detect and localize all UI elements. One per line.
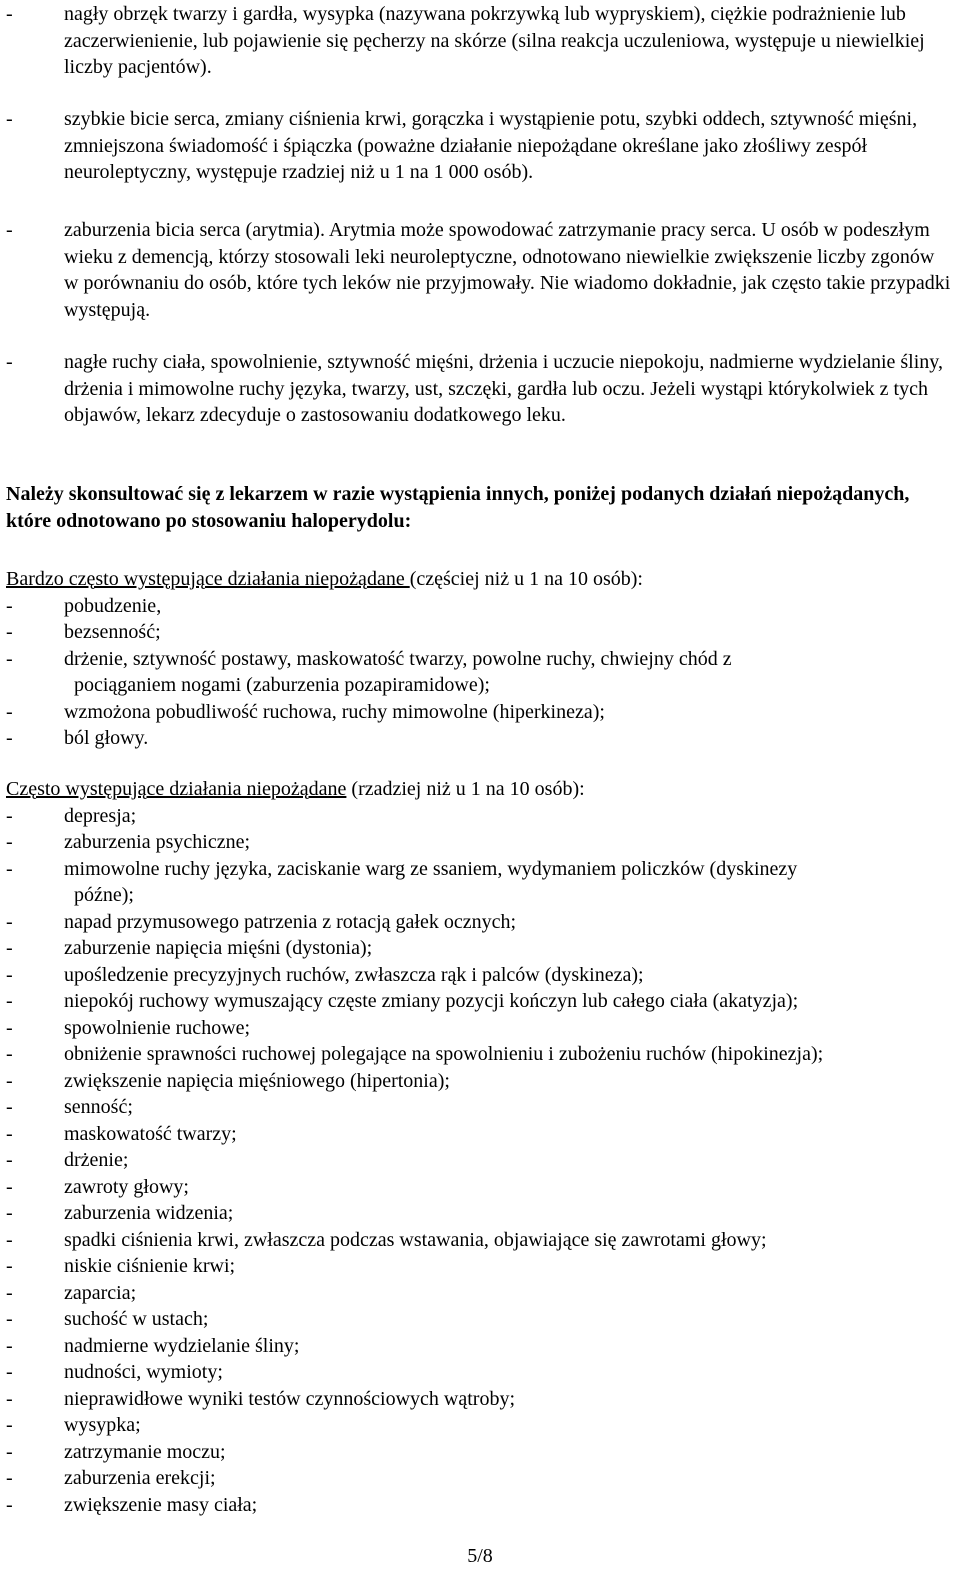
list-dash: -: [6, 1308, 13, 1330]
list-item-text: spadki ciśnienia krwi, zwłaszcza podczas wstawania, objawiające się zawrotami głowy;: [64, 1228, 767, 1251]
list-item: [0, 725, 960, 752]
list-item: [0, 646, 960, 673]
list-item-text: spowolnienie ruchowe;: [64, 1016, 251, 1039]
list-item: [0, 217, 960, 323]
list-item: [0, 1121, 960, 1148]
list-item-text: ból głowy.: [64, 727, 149, 749]
very-common-frequency: (częściej niż u 1 na 10 osób):: [409, 568, 643, 590]
list-item-text: nagłe ruchy ciała, spowolnienie, sztywność mięśni, drżenia i uczucie niepokoju, nadmierne wydzielanie śliny, drżenia i mimowolne ruchy języka, twarzy, ust, szczęki, gardła lub oczu. Jeżeli wystąpi którykolwiek z tych objawów, lekarz zdecyduje o zastosowaniu dodatkowego leku.: [64, 351, 943, 426]
list-dash: -: [6, 621, 13, 643]
common-title: [0, 776, 960, 803]
list-dash: -: [6, 1228, 13, 1251]
list-item: [0, 1015, 960, 1042]
list-dash: -: [6, 351, 13, 373]
list-item: [0, 988, 960, 1015]
list-dash: -: [6, 700, 13, 723]
page-number: 5/8: [467, 1545, 493, 1567]
common-list: [0, 803, 960, 1519]
list-item: [0, 1, 960, 81]
list-dash: -: [6, 1043, 13, 1065]
list-item: [0, 1492, 960, 1519]
list-dash: -: [6, 647, 13, 670]
list-item-text: maskowatość twarzy;: [64, 1122, 237, 1145]
list-dash: -: [6, 804, 13, 827]
list-item-text: niskie ciśnienie krwi;: [64, 1255, 236, 1277]
list-item: [0, 1068, 960, 1095]
list-item-text: zawroty głowy;: [64, 1175, 189, 1198]
list-dash: -: [6, 1069, 13, 1092]
list-item-continuation: [0, 882, 960, 909]
list-item: [0, 106, 960, 186]
list-item-text: pociąganiem nogami (zaburzenia pozapiramidowe);: [74, 674, 490, 696]
list-dash: -: [6, 219, 13, 241]
very-common-list: [0, 593, 960, 752]
list-item: [0, 1227, 960, 1254]
list-dash: -: [6, 1202, 13, 1224]
list-item: [0, 1200, 960, 1227]
list-item-text: zaburzenia widzenia;: [64, 1202, 234, 1224]
list-dash: -: [6, 1493, 13, 1516]
list-item-text: pobudzenie,: [64, 594, 162, 617]
list-item: [0, 619, 960, 646]
list-item-text: nudności, wymioty;: [64, 1361, 223, 1383]
list-item-text: nieprawidłowe wyniki testów czynnościowych wątroby;: [64, 1387, 516, 1410]
list-item: [0, 1412, 960, 1439]
list-item: [0, 1280, 960, 1307]
list-item: [0, 1465, 960, 1492]
list-item: [0, 1147, 960, 1174]
list-item-text: zaburzenia bicia serca (arytmia). Arytmia może spowodować zatrzymanie pracy serca. U osób w podeszłym wieku z demencją, którzy stosowali leki neuroleptyczne, odnotowano niewielkie zwiększenie liczby zgonów w porównaniu do osób, które tych leków nie przyjmowały. Nie wiadomo dokładnie, jak często takie przypadki występują.: [64, 219, 951, 321]
list-item-text: niepokój ruchowy wymuszający częste zmiany pozycji kończyn lub całego ciała (akatyzja);: [64, 990, 799, 1012]
very-common-title: [0, 566, 960, 593]
list-item-continuation: [0, 672, 960, 699]
list-item-text: zwiększenie masy ciała;: [64, 1493, 258, 1516]
list-item-text: senność;: [64, 1096, 133, 1118]
list-item-text: zaburzenie napięcia mięśni (dystonia);: [64, 937, 373, 959]
list-item: [0, 699, 960, 726]
list-item: [0, 829, 960, 856]
list-item: [0, 1041, 960, 1068]
list-item-text: zaburzenia psychiczne;: [64, 831, 251, 853]
list-item-text: nadmierne wydzielanie śliny;: [64, 1334, 300, 1357]
list-item: [0, 1094, 960, 1121]
list-dash: -: [6, 1255, 13, 1277]
list-item: [0, 935, 960, 962]
list-item-text: drżenie, sztywność postawy, maskowatość twarzy, powolne ruchy, chwiejny chód z: [64, 647, 732, 670]
list-item: [0, 593, 960, 620]
list-item-text: upośledzenie precyzyjnych ruchów, zwłaszcza rąk i palców (dyskineza);: [64, 963, 644, 986]
list-dash: -: [6, 1175, 13, 1198]
list-item: [0, 1439, 960, 1466]
list-item-text: zwiększenie napięcia mięśniowego (hipertonia);: [64, 1069, 450, 1092]
list-item-text: wzmożona pobudliwość ruchowa, ruchy mimowolne (hiperkineza);: [64, 700, 605, 723]
list-item-text: zaparcia;: [64, 1281, 137, 1304]
list-item-text: szybkie bicie serca, zmiany ciśnienia krwi, gorączka i wystąpienie potu, szybki oddech, sztywność mięśni, zmniejszona świadomość i śpiączka (poważne działanie niepożądane określane jako złośliwy zespół neuroleptyczny, występuje rzadziej niż u 1 na 1 000 osób).: [64, 108, 918, 183]
list-dash: -: [6, 1467, 13, 1489]
list-dash: -: [6, 727, 13, 749]
list-item-text: bezsenność;: [64, 621, 161, 643]
list-item-text: zaburzenia erekcji;: [64, 1467, 216, 1489]
list-item-text: suchość w ustach;: [64, 1308, 209, 1330]
list-item: [0, 349, 960, 429]
list-dash: -: [6, 831, 13, 853]
list-item: [0, 856, 960, 883]
list-item-text: wysypka;: [64, 1414, 141, 1436]
list-item: [0, 962, 960, 989]
common-frequency: (rzadziej niż u 1 na 10 osób):: [346, 778, 585, 800]
list-dash: -: [6, 1361, 13, 1383]
list-dash: -: [6, 937, 13, 959]
list-item: [0, 1174, 960, 1201]
list-dash: -: [6, 1096, 13, 1118]
list-dash: -: [6, 1122, 13, 1145]
list-item-text: drżenie;: [64, 1149, 129, 1171]
list-item: [0, 1333, 960, 1360]
list-item-text: nagły obrzęk twarzy i gardła, wysypka (nazywana pokrzywką lub wypryskiem), ciężkie podrażnienie lub zaczerwienienie, lub pojawienie się pęcherzy na skórze (silna reakcja uczuleniowa, występuje u niewielkiej liczby pacjentów).: [64, 3, 925, 78]
list-item-text: depresja;: [64, 804, 137, 827]
very-common-section: [0, 566, 960, 752]
list-dash: -: [6, 108, 13, 130]
list-item: [0, 909, 960, 936]
list-item-text: późne);: [74, 884, 134, 906]
list-dash: -: [6, 1281, 13, 1304]
common-section: [0, 776, 960, 1518]
list-dash: -: [6, 910, 13, 933]
list-dash: -: [6, 990, 13, 1012]
list-item: [0, 1359, 960, 1386]
list-dash: -: [6, 1440, 13, 1463]
list-dash: -: [6, 1387, 13, 1410]
list-dash: -: [6, 1414, 13, 1436]
list-item-text: zatrzymanie moczu;: [64, 1440, 226, 1463]
list-dash: -: [6, 594, 13, 617]
list-dash: -: [6, 1149, 13, 1171]
list-dash: -: [6, 1334, 13, 1357]
list-dash: -: [6, 857, 13, 880]
list-item: [0, 1386, 960, 1413]
very-common-title-text: Bardzo często występujące działania niepożądane: [6, 568, 410, 590]
list-item: [0, 803, 960, 830]
section-heading: Należy skonsultować się z lekarzem w razie wystąpienia innych, poniżej podanych działań niepożądanych, które odnotowano po stosowaniu haloperydolu:: [6, 483, 910, 532]
list-item-text: obniżenie sprawności ruchowej polegające na spowolnieniu i zubożeniu ruchów (hipokinezja);: [64, 1043, 824, 1065]
list-dash: -: [6, 963, 13, 986]
list-item-text: mimowolne ruchy języka, zaciskanie warg ze ssaniem, wydymaniem policzków (dyskinezy: [64, 857, 798, 880]
list-item-text: napad przymusowego patrzenia z rotacją gałek ocznych;: [64, 910, 517, 933]
list-dash: -: [6, 3, 13, 25]
common-title-text: Często występujące działania niepożądane: [6, 778, 347, 800]
list-item: [0, 1253, 960, 1280]
list-item: [0, 1306, 960, 1333]
list-dash: -: [6, 1016, 13, 1039]
